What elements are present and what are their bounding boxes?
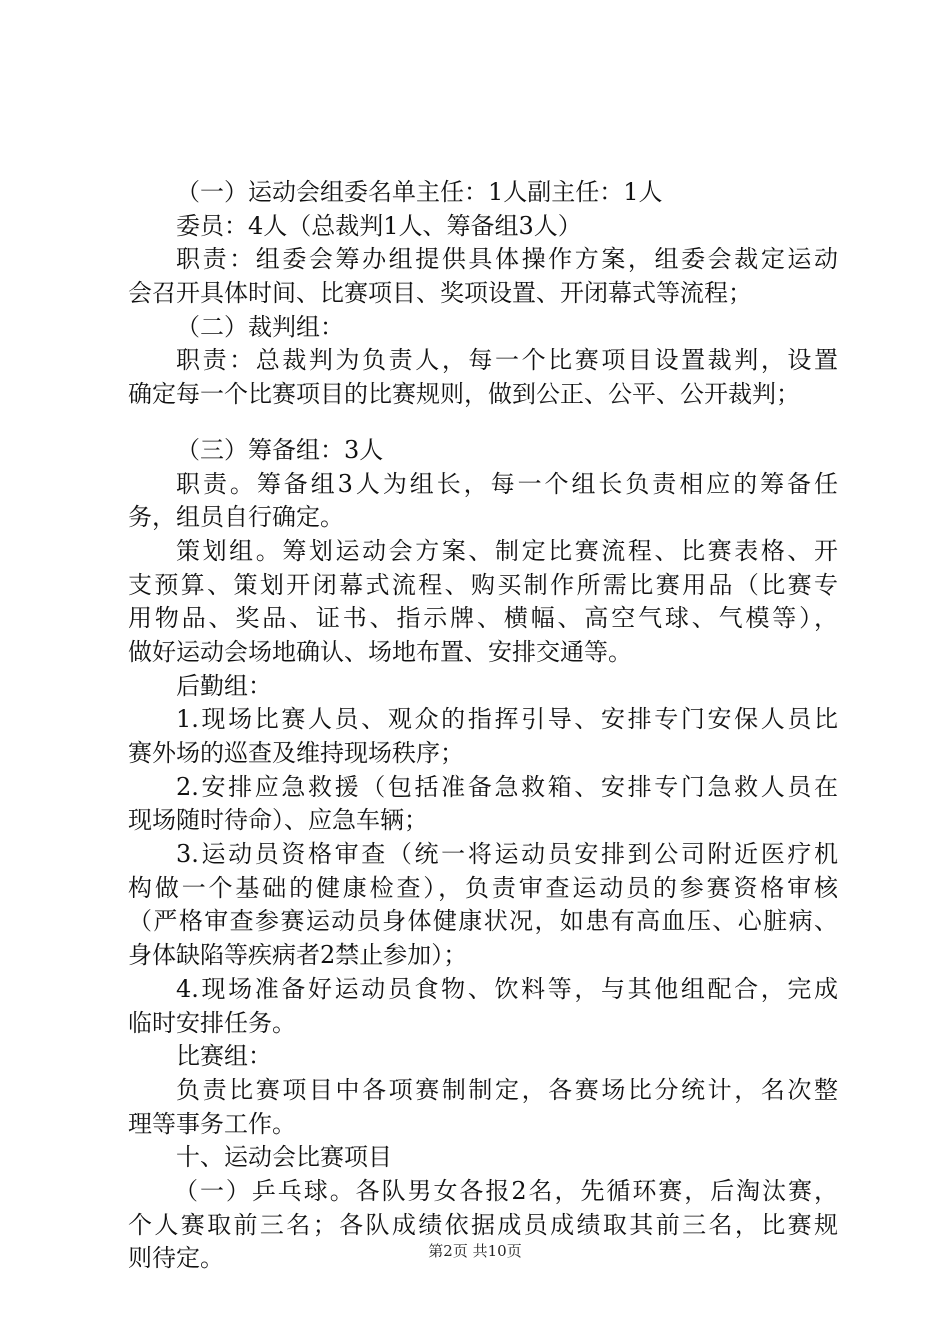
text-line: 策划组。筹划运动会方案、制定比赛流程、比赛表格、开 [176,536,838,565]
text-line: （一）乒乓球。各队男女各报2名，先循环赛，后淘汰赛， [174,1176,838,1205]
text-line: 职责。筹备组3人为组长，每一个组长负责相应的筹备任 [176,469,838,498]
text-line: 1.现场比赛人员、观众的指挥引导、安排专门安保人员比 [176,705,838,734]
text-line: 个人赛取前三名；各队成绩依据成员成绩取其前三名，比赛规 [128,1210,838,1239]
paragraph-gap [128,412,838,434]
text-line: 职责：总裁判为负责人，每一个比赛项目设置裁判，设置 [176,346,838,375]
text-line: 比赛组： [176,1042,272,1071]
text-line: 身体缺陷等疾病者2禁止参加）； [128,941,468,970]
text-line: 负责比赛项目中各项赛制制定，各赛场比分统计，名次整 [176,1075,838,1104]
text-line: （严格审查参赛运动员身体健康状况，如患有高血压、心脏病、 [128,907,838,936]
text-line: 2.安排应急救援（包括准备急救箱、安排专门急救人员在 [176,772,838,801]
text-line: 后勤组： [176,671,272,700]
text-line: 职责：组委会筹办组提供具体操作方案，组委会裁定运动 [176,245,838,274]
document-body [128,176,838,1276]
text-line: 务，组员自行确定。 [128,503,344,532]
text-line: 委员：4人（总裁判1人、筹备组3人） [176,211,582,240]
text-line: 3.运动员资格审查（统一将运动员安排到公司附近医疗机 [176,840,838,869]
text-line: 确定每一个比赛项目的比赛规则，做到公正、公平、公开裁判； [128,380,800,409]
text-line: 4.现场准备好运动员食物、饮料等，与其他组配合，完成 [176,974,838,1003]
text-line: 则待定。 [128,1244,224,1273]
text-line: 现场随时待命）、应急车辆； [128,806,428,835]
text-line: （三）筹备组：3人 [176,435,384,464]
text-line: 会召开具体时间、比赛项目、奖项设置、开闭幕式等流程； [128,279,752,308]
text-line: （一）运动会组委名单主任：1人副主任：1人 [176,178,663,206]
text-line: 用物品、奖品、证书、指示牌、横幅、高空气球、气模等）， [128,604,838,633]
section-heading: 十、运动会比赛项目 [176,1143,392,1172]
text-line: 支预算、策划开闭幕式流程、购买制作所需比赛用品（比赛专 [128,570,838,599]
page-number-footer: 第2页 共10页 [428,1242,522,1260]
text-line: 赛外场的巡查及维持现场秩序； [128,739,464,767]
text-line: 做好运动会场地确认、场地布置、安排交通等。 [128,637,632,666]
text-line: （二）裁判组： [176,312,344,341]
text-line: 理等事务工作。 [128,1109,296,1138]
text-line: 临时安排任务。 [128,1008,296,1037]
text-line: 构做一个基础的健康检查），负责审查运动员的参赛资格审核 [128,873,838,902]
